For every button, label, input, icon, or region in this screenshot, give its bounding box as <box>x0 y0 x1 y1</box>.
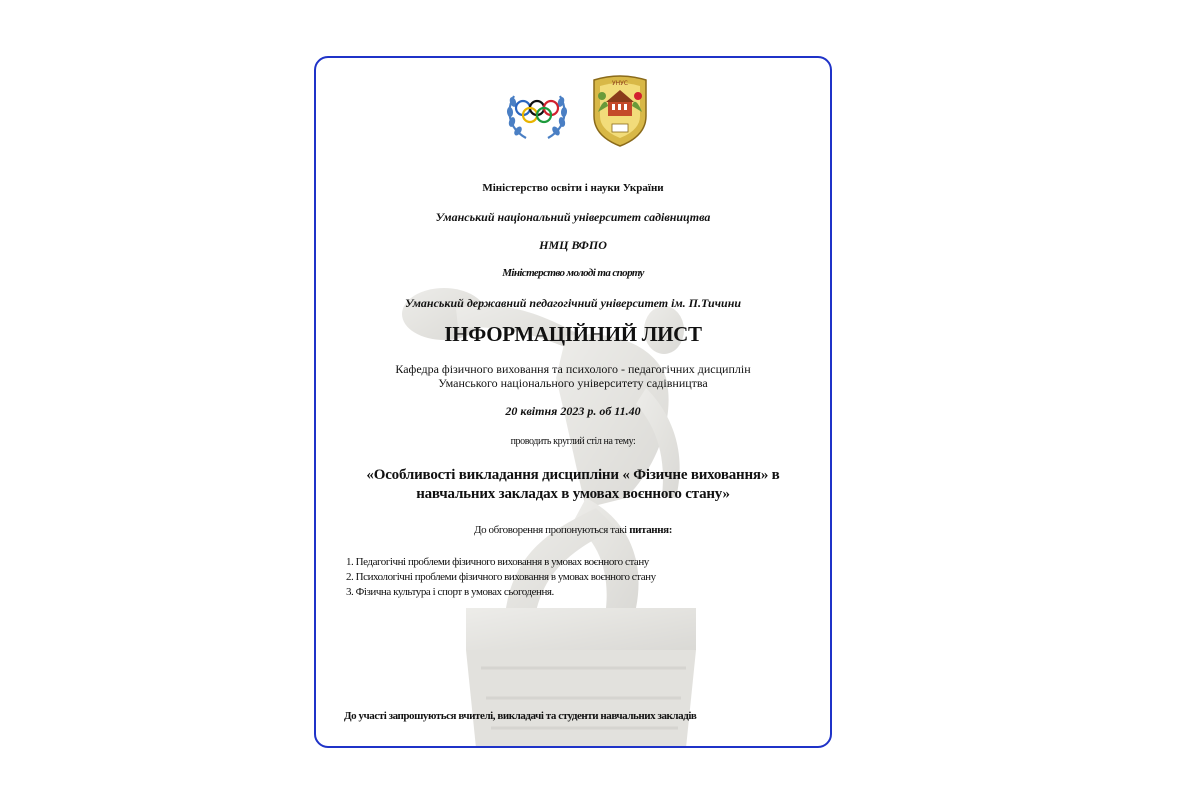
university-crest-logo <box>588 72 652 148</box>
olympic-rings-logo <box>504 76 570 144</box>
department-line-1: Кафедра фізичного виховання та психолого - педагогічних дисциплін <box>395 362 751 376</box>
questions-list <box>346 555 656 600</box>
roundtable-line: проводить круглий стіл на тему: <box>510 436 636 447</box>
discussion-prefix: До обговорення пропонуються такі <box>473 524 630 536</box>
list-item: 3. Фізична культура і спорт в умовах сьогодення. <box>346 586 554 598</box>
topic-line-2: навчальних закладах в умовах воєнного стану» <box>416 486 730 502</box>
ped-university-line: Уманський державний педагогічний університет ім. П.Тичини <box>404 296 742 310</box>
center-line: НМЦ ВФПО <box>539 238 607 252</box>
list-item: 2. Психологічні проблеми фізичного виховання в умовах воєнного стану <box>346 571 656 583</box>
event-date: 20 квітня 2023 р. об 11.40 <box>505 404 641 418</box>
discussion-bold: питання: <box>629 524 672 536</box>
department-line-2: Уманського національного університету садівництва <box>438 376 708 390</box>
ministry-line: Міністерство освіти і науки України <box>482 182 664 194</box>
crest-caption: УНУС <box>611 80 629 87</box>
invitation-line: До участі запрошуються вчителі, викладачі та студенти навчальних закладів <box>344 710 697 722</box>
topic-line-1: «Особливості викладання дисципліни « Фізичне виховання» в <box>366 467 780 483</box>
university-line: Уманський національний університет садівництва <box>435 210 711 224</box>
logos-row <box>504 72 652 148</box>
document-title: ІНФОРМАЦІЙНИЙ ЛИСТ <box>444 322 702 346</box>
list-item: 1. Педагогічні проблеми фізичного виховання в умовах воєнного стану <box>346 556 649 568</box>
discussion-intro <box>316 524 830 536</box>
info-letter-poster <box>314 56 832 748</box>
sport-ministry-line: Міністерство молоді та спорту <box>502 267 644 279</box>
